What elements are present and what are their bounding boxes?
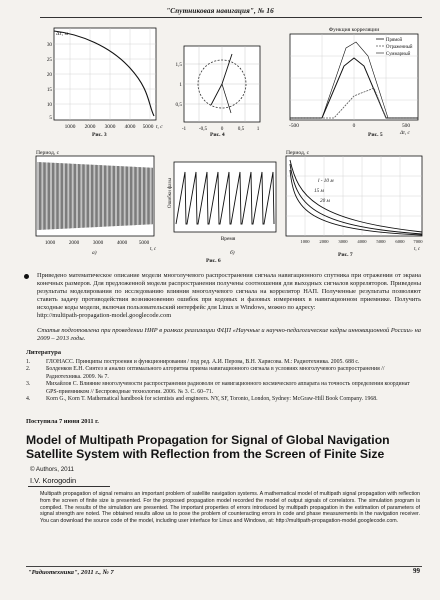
literature-item: 1. ГЛОНАСС. Принципы построения и функционирования / под ред. А.И. Перова, В.Н. Харисова. М.: Радиотехника. 2005. 688 с. (26, 359, 360, 365)
fig3-xtick: 3000 (104, 124, 116, 130)
fig5-x-label: Δτ, с (400, 130, 410, 136)
fig4-ytick: 1,5 (175, 62, 182, 68)
funding-note: Статья подготовлена при проведении НИР в рамках реализации ФЦП «Научные и научно-педагогические кадры инновационной России» на 2009 – 2013 годы. (37, 327, 421, 342)
fig3-ytick: 20 (46, 72, 52, 78)
source-url: http://multipath-propagation-model.googlecode.com (37, 312, 172, 320)
figure-4-caption: Рис. 4 (210, 132, 225, 138)
fig7-x-unit: t, с (414, 247, 421, 252)
literature-list (26, 359, 421, 403)
literature-item: 4. Korn G., Korn T. Mathematical handbook for scientists and engineers. NY, SF, Toronto, London, Sydney: McGraw-Hill Book Company. 1968. (26, 396, 378, 403)
header-rule (40, 17, 422, 18)
fig6-xtick: 3000 (92, 240, 104, 246)
figure-3-caption: Рис. 3 (92, 132, 107, 138)
fig7-xtick: 7000 (413, 239, 423, 244)
fig7-xtick: 5000 (376, 239, 386, 244)
fig6-left-title: Период, с (36, 150, 60, 156)
fig4-xtick: 0,5 (237, 126, 245, 132)
fig7-xtick: 1000 (300, 239, 310, 244)
summary-text: Приведено математическое описание модели многолучевого распространения сигнала навигационного спутника при отражении от экрана конечных размеров. Для предложенной модели распространения получены соотношения для выходных сигналов корреляторов. Приведены результаты моделирования по исследованию влияния многолучевого сигнала на коррелятор НАП. Полученные результаты позволяют ставить задачу противодействия возникновению ошибок при кодовых и фазовых измерениях в навигационном приемнике. Получить исходные коды модели, включая пользовательский интерфейс для Linux и Windows, можно по адресу: (37, 272, 421, 312)
fig3-ytick: 5 (49, 115, 52, 121)
fig7-curve-label: l - 10 м (318, 178, 334, 184)
fig3-xtick: 4000 (124, 124, 136, 130)
fig7-curve-label: 15 м (314, 188, 324, 194)
fig6-right-x-label: Время (220, 236, 236, 242)
fig7-xtick: 6000 (395, 239, 405, 244)
fig6-xtick: 2000 (68, 240, 80, 246)
fig7-xtick: 2000 (319, 239, 329, 244)
fig5-xtick: 500 (401, 123, 411, 129)
figure-6 (28, 148, 280, 266)
fig5-xtick: -500 (289, 123, 299, 129)
received-date: Поступила 7 июня 2011 г. (26, 418, 99, 425)
fig6-sub-b: б) (230, 250, 235, 256)
fig4-ytick: 1 (179, 82, 182, 88)
figure-3 (40, 24, 163, 140)
author-rule (28, 486, 110, 487)
page-number: 99 (413, 567, 420, 575)
running-header: "Спутниковая навигация", № 16 (166, 7, 274, 15)
fig7-curve-label: 20 м (320, 198, 330, 204)
fig3-ytick: 30 (46, 42, 52, 48)
fig6-xtick: 4000 (116, 240, 128, 246)
bullet-icon (24, 274, 29, 279)
fig3-xtick: 1000 (64, 124, 76, 130)
fig4-xtick: 0 (220, 126, 224, 132)
english-title: Model of Multipath Propagation for Signal of Global Navigation Satellite System with Reflection from the Screen of Finite Size (26, 433, 390, 461)
figure-6-plot (28, 148, 280, 260)
fig4-xtick: 1 (256, 126, 260, 132)
fig4-xtick: -0,5 (198, 126, 208, 132)
copyright: © Authors, 2011 (30, 466, 75, 473)
fig7-xtick: 3000 (338, 239, 348, 244)
figure-7 (284, 148, 426, 266)
fig4-ytick: 0,5 (175, 102, 182, 108)
figure-4-plot (176, 44, 264, 134)
fig6-right-y-label: Ошибки фазы (168, 178, 173, 208)
fig3-ytick: 10 (46, 102, 52, 108)
figure-7-plot (284, 148, 426, 260)
fig6-xtick: 1000 (44, 240, 56, 246)
fig4-xtick: -1 (181, 126, 187, 132)
figure-5-plot (284, 26, 424, 134)
fig3-xtick: 2000 (84, 124, 96, 130)
figure-5 (284, 26, 424, 140)
fig5-legend-item: Прямой (386, 38, 403, 43)
fig7-title: Период, с (286, 150, 310, 156)
fig5-xtick: 0 (352, 123, 356, 129)
fig5-title: Функция корреляции (328, 27, 380, 33)
summary-paragraph (37, 272, 421, 321)
author-name: I.V. Korogodin (30, 476, 77, 485)
figure-5-caption: Рис. 5 (368, 132, 383, 138)
literature-item: 3. Михайлов С. Влияние многолучевости распространения радиоволн от навигационного космического аппарата на точность определения координат GPS-приемником // Беспроводные технологии. 2006. № 3. С. 60–71. (26, 381, 410, 395)
figure-7-caption: Рис. 7 (338, 252, 353, 258)
fig3-ytick: 15 (46, 87, 52, 93)
fig3-y-label: Δτ, м (56, 31, 68, 37)
english-abstract: Multipath propagation of signal remains an important problem of satellite navigation systems. A mathematical model of multipath signal propagation with reflection from the screen of finite size is presented. For the proposed propagation model recorded the model of output signals of correlators. The simulation program is compiled. The results of the simulation are presented. The important properties of errors introduced by multipath propagation in the estimation of parameters of signal strength are noted. The obtained results allow us to pose the problem of counteracting errors in code and phase measurements in the navigation receiver. You can download the source code of the model, including user interface for Linux and Windows, at: http://multipath-propagation-model.googlecode.com. (40, 491, 420, 525)
figure-6-caption: Рис. 6 (206, 258, 221, 264)
fig3-ytick: 25 (46, 57, 52, 63)
fig7-xtick: 4000 (357, 239, 367, 244)
literature-heading: Литература (26, 349, 62, 356)
fig3-xtick: 5000 (142, 124, 154, 130)
fig6-xtick: 5000 (138, 240, 150, 246)
fig6-left-x-unit: t, с (150, 247, 157, 252)
footer-rule (26, 566, 422, 567)
fig3-x-label: t, с (156, 124, 163, 130)
fig5-legend-item: Суммарный (386, 52, 411, 57)
fig6-sub-a: а) (92, 250, 97, 256)
figure-4 (176, 44, 264, 140)
literature-item: 2. Болденков Е.Н. Синтез и анализ оптимального алгоритма приема навигационного сигнала в условиях многолучевого распространения // Радиотехника. 2009. № 7. (26, 366, 385, 380)
figure-3-plot (40, 24, 163, 134)
fig5-legend-item: Отраженный (386, 45, 413, 50)
journal-footer: "Радиотехника", 2011 г., № 7 (28, 569, 114, 576)
